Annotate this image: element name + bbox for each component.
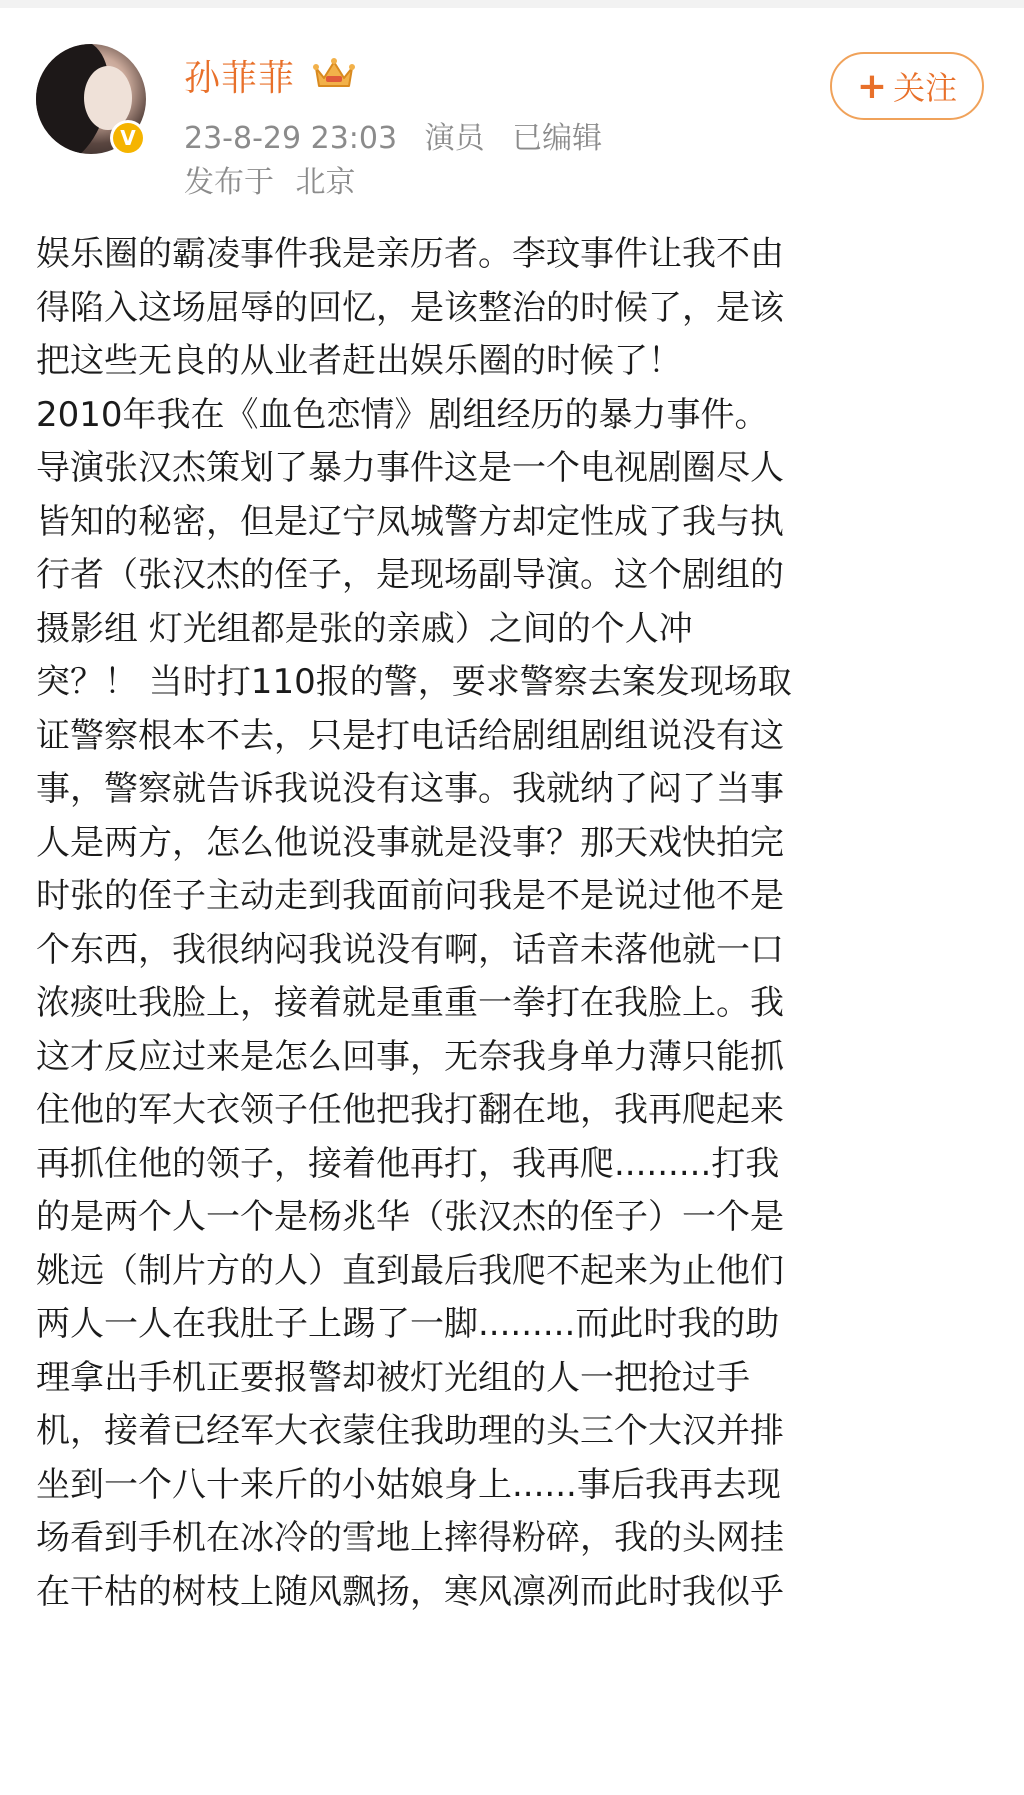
post-meta [184, 113, 620, 157]
post-text-line: 时张的侄子主动走到我面前问我是不是说过他不是 [36, 876, 784, 916]
location-prefix: 发布于 [184, 165, 274, 200]
post-text-line: 摄影组 灯光组都是张的亲戚）之间的个人冲 [36, 608, 693, 649]
post-text-line: 人是两方，怎么他说没事就是没事？那天戏快拍完 [36, 822, 784, 863]
post-text-line: 的是两个人一个是杨兆华（张汉杰的侄子）一个是 [36, 1197, 784, 1237]
post-text-line: 再抓住他的领子，接着他再打，我再爬.........打我 [36, 1143, 780, 1184]
post-text [36, 228, 992, 1619]
post-text-line: 得陷入这场屈辱的回忆，是该整治的时候了，是该 [36, 287, 784, 328]
username[interactable]: 孙菲菲 [184, 58, 296, 99]
post-text-line: 事，警察就告诉我说没有这事。我就纳了闷了当事 [36, 769, 784, 809]
follow-button[interactable] [830, 52, 984, 120]
post-text-line: 坐到一个八十来斤的小姑娘身上......事后我再去现 [36, 1464, 781, 1505]
follow-label: 关注 [893, 69, 958, 107]
post-text-line: 把这些无良的从业者赶出娱乐圈的时候了！ [36, 341, 682, 381]
location-name: 北京 [295, 165, 356, 200]
post-text-line: 两人一人在我肚子上踢了一脚.........而此时我的助 [36, 1304, 780, 1344]
post-text-line: 理拿出手机正要报警却被灯光组的人一把抢过手 [36, 1357, 750, 1398]
post-text-line: 场看到手机在冰冷的雪地上摔得粉碎，我的头网挂 [36, 1518, 784, 1558]
post-text-line: 这才反应过来是怎么回事，无奈我身单力薄只能抓 [36, 1036, 784, 1077]
edited-label[interactable]: 已编辑 [512, 121, 603, 156]
post-text-line: 行者（张汉杰的侄子，是现场副导演。这个剧组的 [36, 555, 784, 595]
user-role: 演员 [424, 121, 485, 156]
post-text-line: 姚远（制片方的人）直到最后我爬不起来为止他们 [36, 1250, 784, 1291]
crown-icon [312, 56, 356, 90]
post-text-line: 住他的军大衣领子任他把我打翻在地，我再爬起来 [36, 1090, 784, 1130]
post-text-line: 浓痰吐我脸上，接着就是重重一拳打在我脸上。我 [36, 983, 784, 1023]
post-text-line: 2010年我在《血色恋情》剧组经历的暴力事件。 [36, 394, 769, 435]
top-divider [0, 0, 1024, 8]
post-time: 23-8-29 23:03 [184, 121, 398, 156]
post-text-line: 证警察根本不去，只是打电话给剧组剧组说没有这 [36, 715, 784, 756]
post-text-line: 个东西，我很纳闷我说没有啊，话音未落他就一口 [36, 929, 784, 970]
post-text-line: 娱乐圈的霸凌事件我是亲历者。李玟事件让我不由 [36, 234, 784, 274]
post-text-line: 机，接着已经军大衣蒙住我助理的头三个大汉并排 [36, 1411, 784, 1451]
verified-v-icon: V [113, 123, 143, 153]
post-location [184, 157, 368, 201]
post-text-line: 在干枯的树枝上随风飘扬，寒风凛冽而此时我似乎 [36, 1571, 784, 1612]
verified-badge-icon [110, 120, 146, 156]
post-text-line: 皆知的秘密，但是辽宁凤城警方却定性成了我与执 [36, 501, 784, 542]
post-text-line: 突？！ 当时打110报的警，要求警察去案发现场取 [36, 662, 792, 702]
post-text-line: 导演张汉杰策划了暴力事件这是一个电视剧圈尽人 [36, 448, 784, 488]
plus-icon: + [856, 65, 888, 107]
